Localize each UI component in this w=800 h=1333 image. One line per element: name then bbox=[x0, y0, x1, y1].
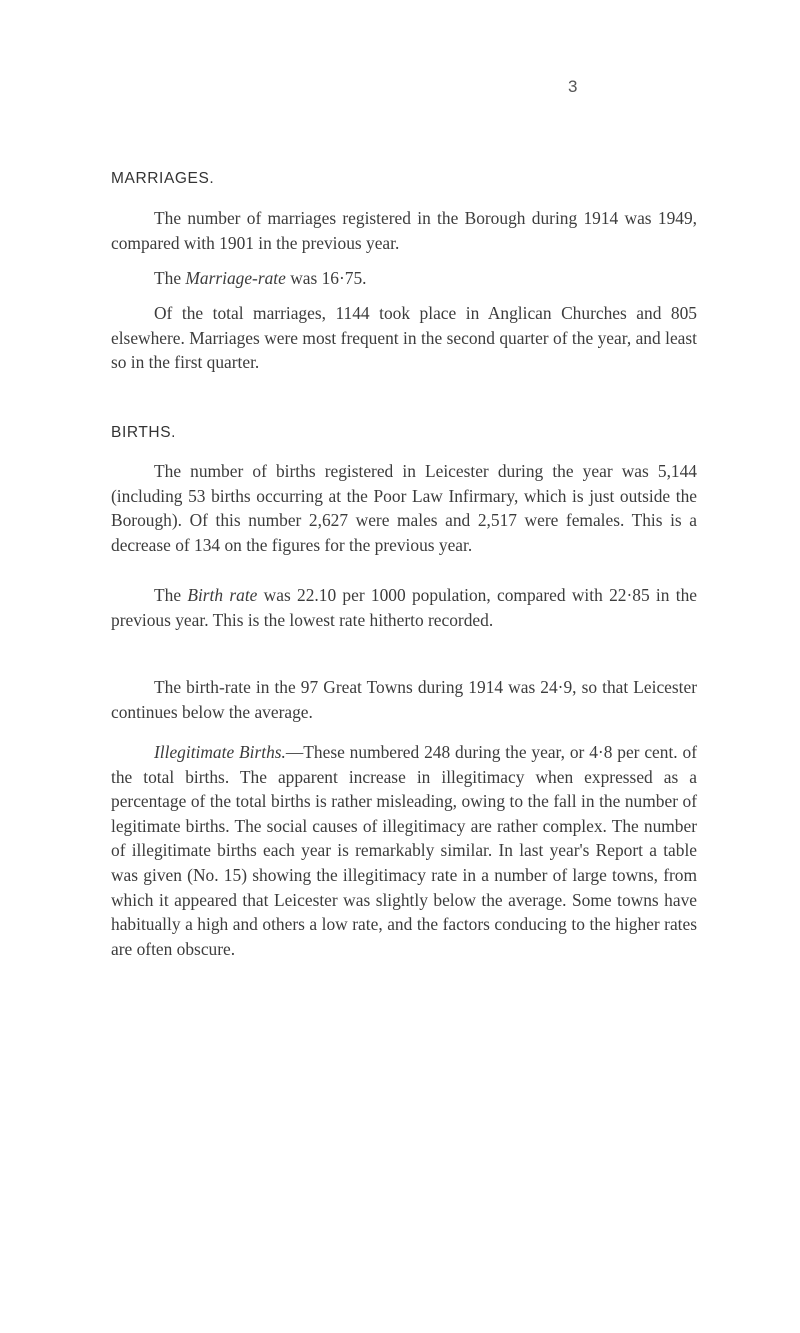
births-p1-text: The number of births registered in Leicester during the year was 5,144 (including 53 births occurring at the Poor Law Infirmary, which is just outside the Borough). Of this number 2,627 were males and 2,517 were females. This is a decrease of 134 on the figures for the previous year. bbox=[111, 461, 697, 555]
marriages-p1-text: The number of marriages registered in the Borough during 1914 was 1949, compared with 1901 in the previous year. bbox=[111, 208, 697, 253]
birth-rate-term: Birth rate bbox=[187, 585, 258, 605]
page-number: 3 bbox=[568, 77, 578, 96]
marriages-paragraph-3 bbox=[111, 301, 697, 375]
births-paragraph-3 bbox=[111, 675, 697, 724]
births-heading: BIRTHS. bbox=[111, 424, 177, 441]
births-p2-suffix: was 22.10 per 1000 population, compared with 22·85 in the previous year. This is the lowest rate hitherto recorded. bbox=[111, 585, 697, 630]
marriages-p2-prefix: The bbox=[154, 268, 186, 288]
marriages-p2-suffix: was 16·75. bbox=[285, 268, 367, 288]
births-paragraph-1 bbox=[111, 459, 697, 557]
births-paragraph-2 bbox=[111, 583, 697, 632]
marriages-paragraph-2 bbox=[111, 266, 697, 291]
births-p4-suffix: —These numbered 248 during the year, or 4·8 per cent. of the total births. The apparent increase in illegitimacy when expressed as a percentage of the total births is rather misleading, owing to the fall in the number of legitimate births. The social causes of illegitimacy are rather complex. The number of illegitimate births each year is remarkably similar. In last year's Report a table was given (No. 15) showing the illegitimacy rate in a number of large towns, from which it appeared that Leicester was slightly below the average. Some towns have habitually a high and others a low rate, and the factors conducing to the higher rates are often obscure. bbox=[111, 742, 697, 959]
illegitimate-births-term: Illegitimate Births. bbox=[154, 742, 286, 762]
births-paragraph-4 bbox=[111, 740, 697, 961]
marriages-paragraph-1 bbox=[111, 206, 697, 255]
marriages-p3-text: Of the total marriages, 1144 took place in Anglican Churches and 805 elsewhere. Marriages were most frequent in the second quarter of the year, and least so in the first quarter. bbox=[111, 303, 697, 373]
marriage-rate-term: Marriage-rate bbox=[185, 268, 286, 288]
marriages-heading: MARRIAGES. bbox=[111, 170, 215, 187]
births-p2-prefix: The bbox=[154, 585, 188, 605]
births-p3-text: The birth-rate in the 97 Great Towns during 1914 was 24·9, so that Leicester continues below the average. bbox=[111, 677, 697, 722]
